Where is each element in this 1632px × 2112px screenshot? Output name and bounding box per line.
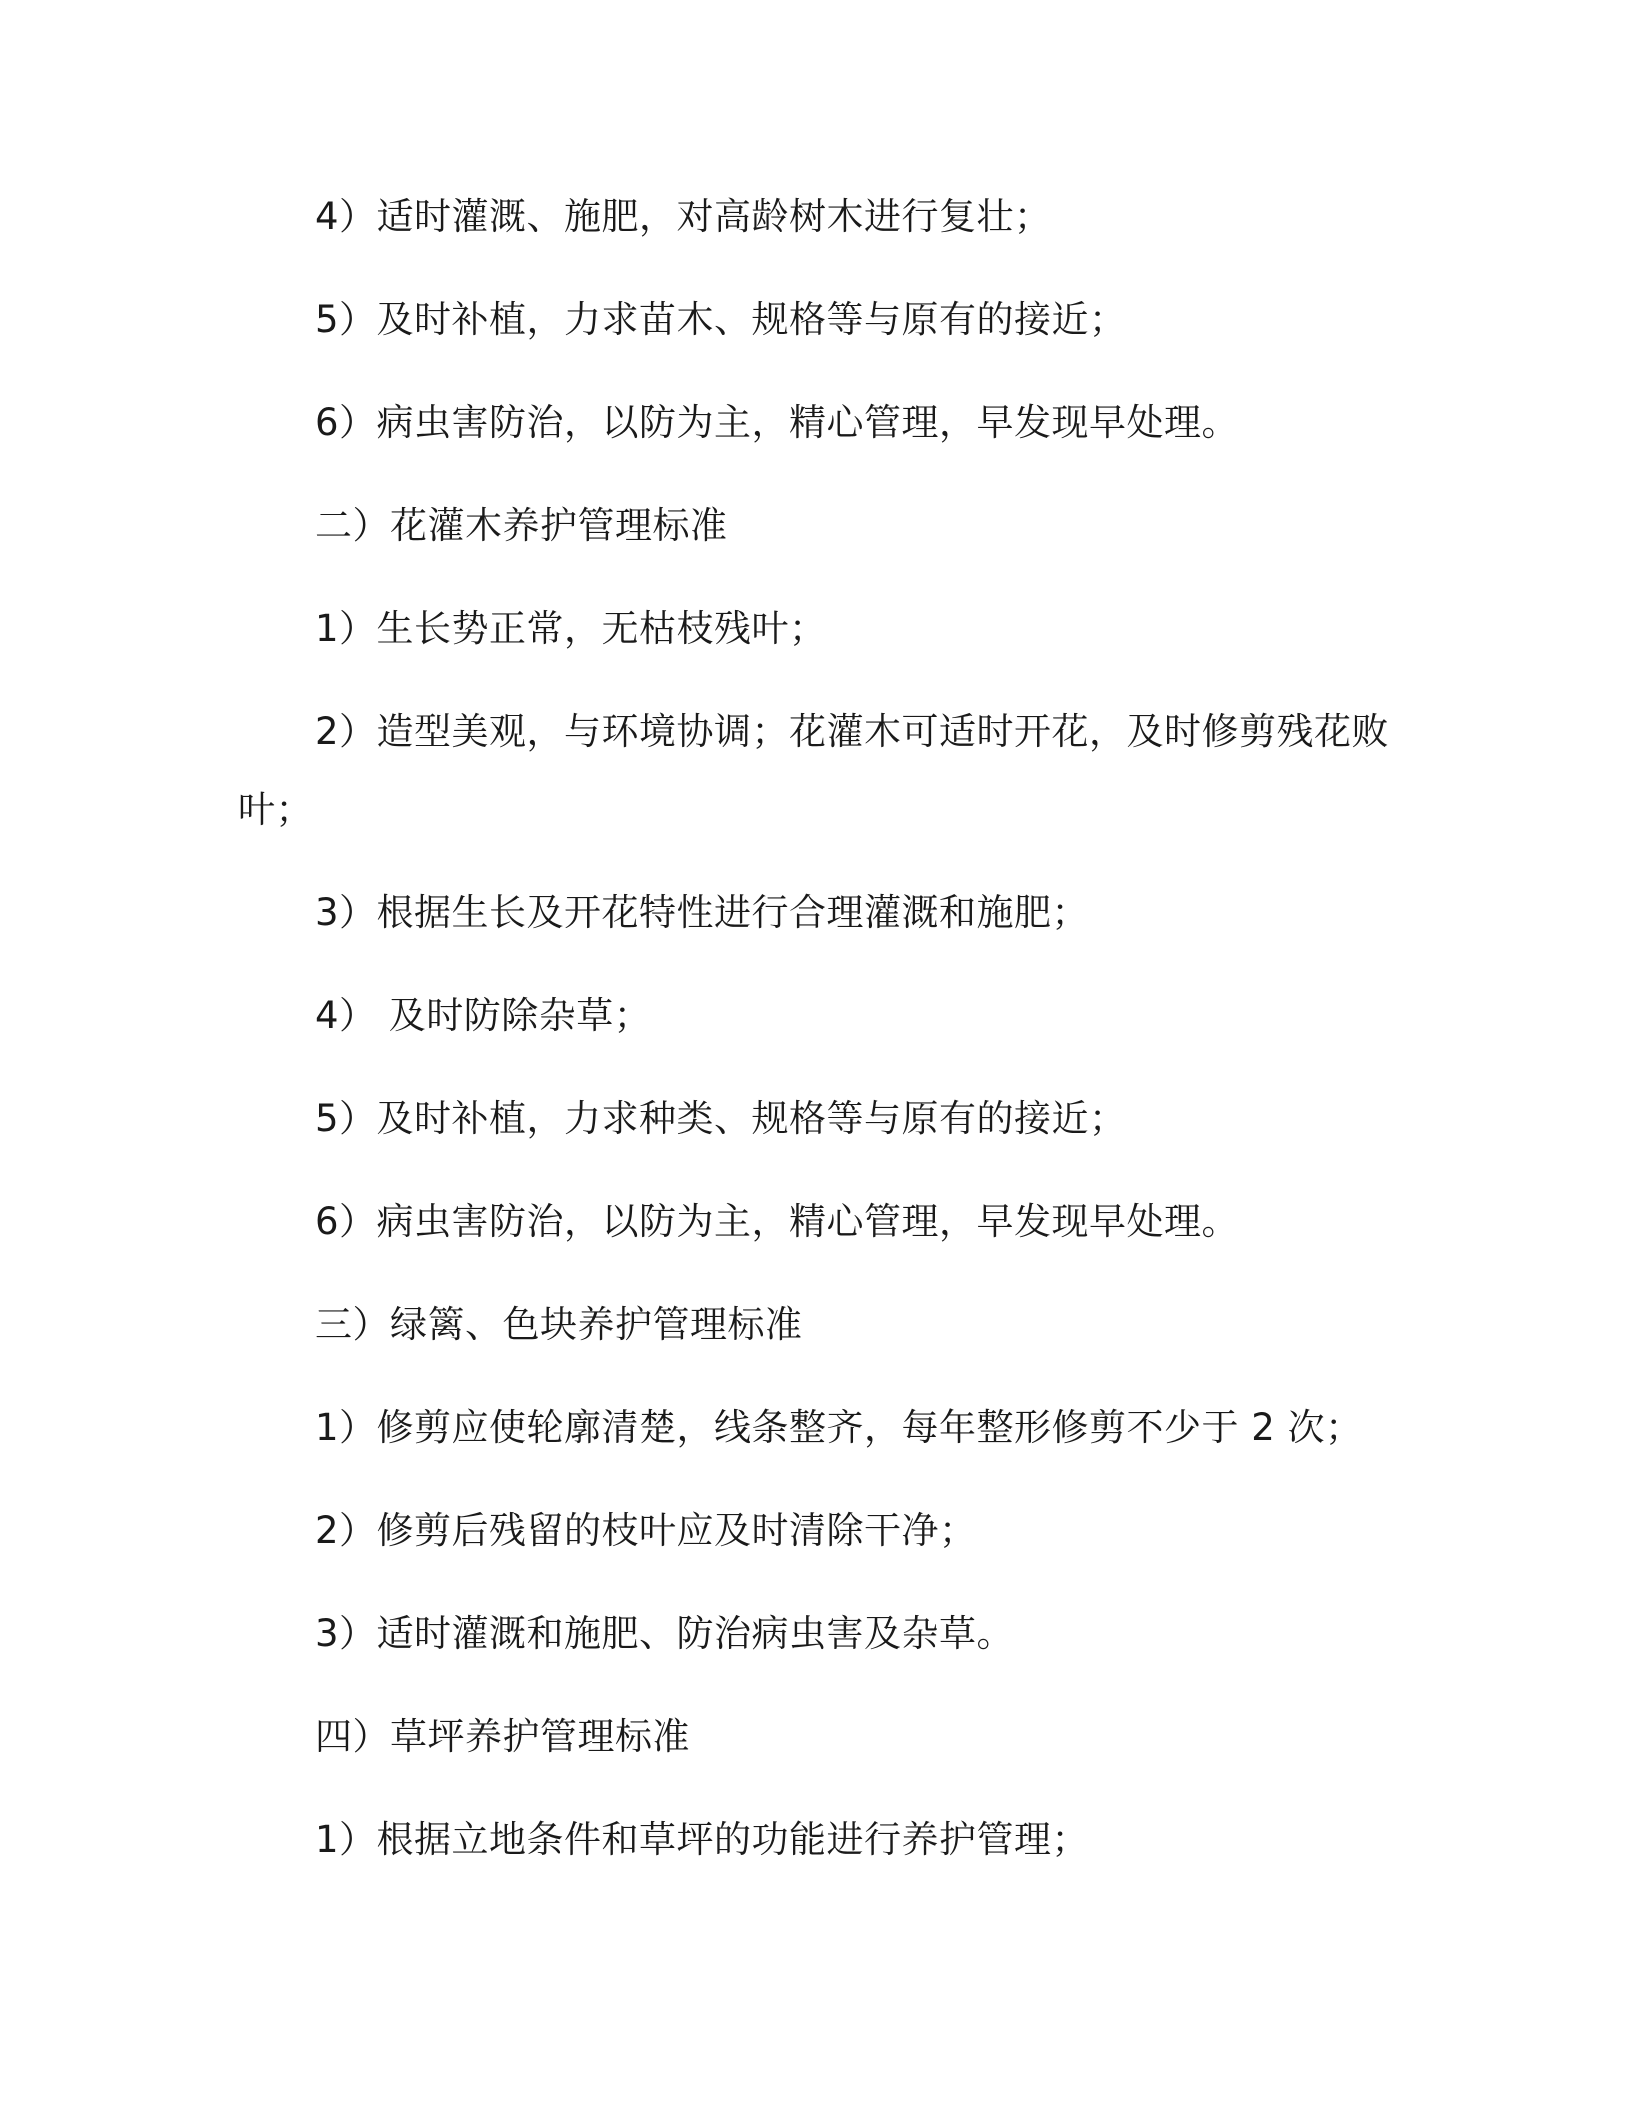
text-line: 2）修剪后残留的枝叶应及时清除干净； (315, 1509, 977, 1552)
section-heading: 二）花灌木养护管理标准 (315, 504, 728, 547)
text-line: 3）适时灌溉和施肥、防治病虫害及杂草。 (315, 1612, 1015, 1655)
text-line: 6）病虫害防治，以防为主，精心管理，早发现早处理。 (315, 401, 1240, 444)
text-line: 5）及时补植，力求苗木、规格等与原有的接近； (315, 298, 1127, 341)
text-line: 1）根据立地条件和草坪的功能进行养护管理； (315, 1818, 1090, 1861)
text-line: 4）适时灌溉、施肥，对高龄树木进行复壮； (315, 195, 1052, 238)
text-line: 4） 及时防除杂草； (315, 994, 652, 1037)
section-heading: 三）绿篱、色块养护管理标准 (315, 1303, 803, 1346)
text-line-continuation: 叶； (238, 788, 313, 831)
section-heading: 四）草坪养护管理标准 (315, 1715, 690, 1758)
text-line: 3）根据生长及开花特性进行合理灌溉和施肥； (315, 891, 1090, 934)
text-line: 1）修剪应使轮廓清楚，线条整齐，每年整形修剪不少于 2 次； (315, 1406, 1363, 1449)
text-line: 2）造型美观，与环境协调；花灌木可适时开花，及时修剪残花败 (315, 710, 1390, 753)
text-line: 6）病虫害防治，以防为主，精心管理，早发现早处理。 (315, 1200, 1240, 1243)
text-line: 1）生长势正常，无枯枝残叶； (315, 607, 827, 650)
text-line: 5）及时补植，力求种类、规格等与原有的接近； (315, 1097, 1127, 1140)
